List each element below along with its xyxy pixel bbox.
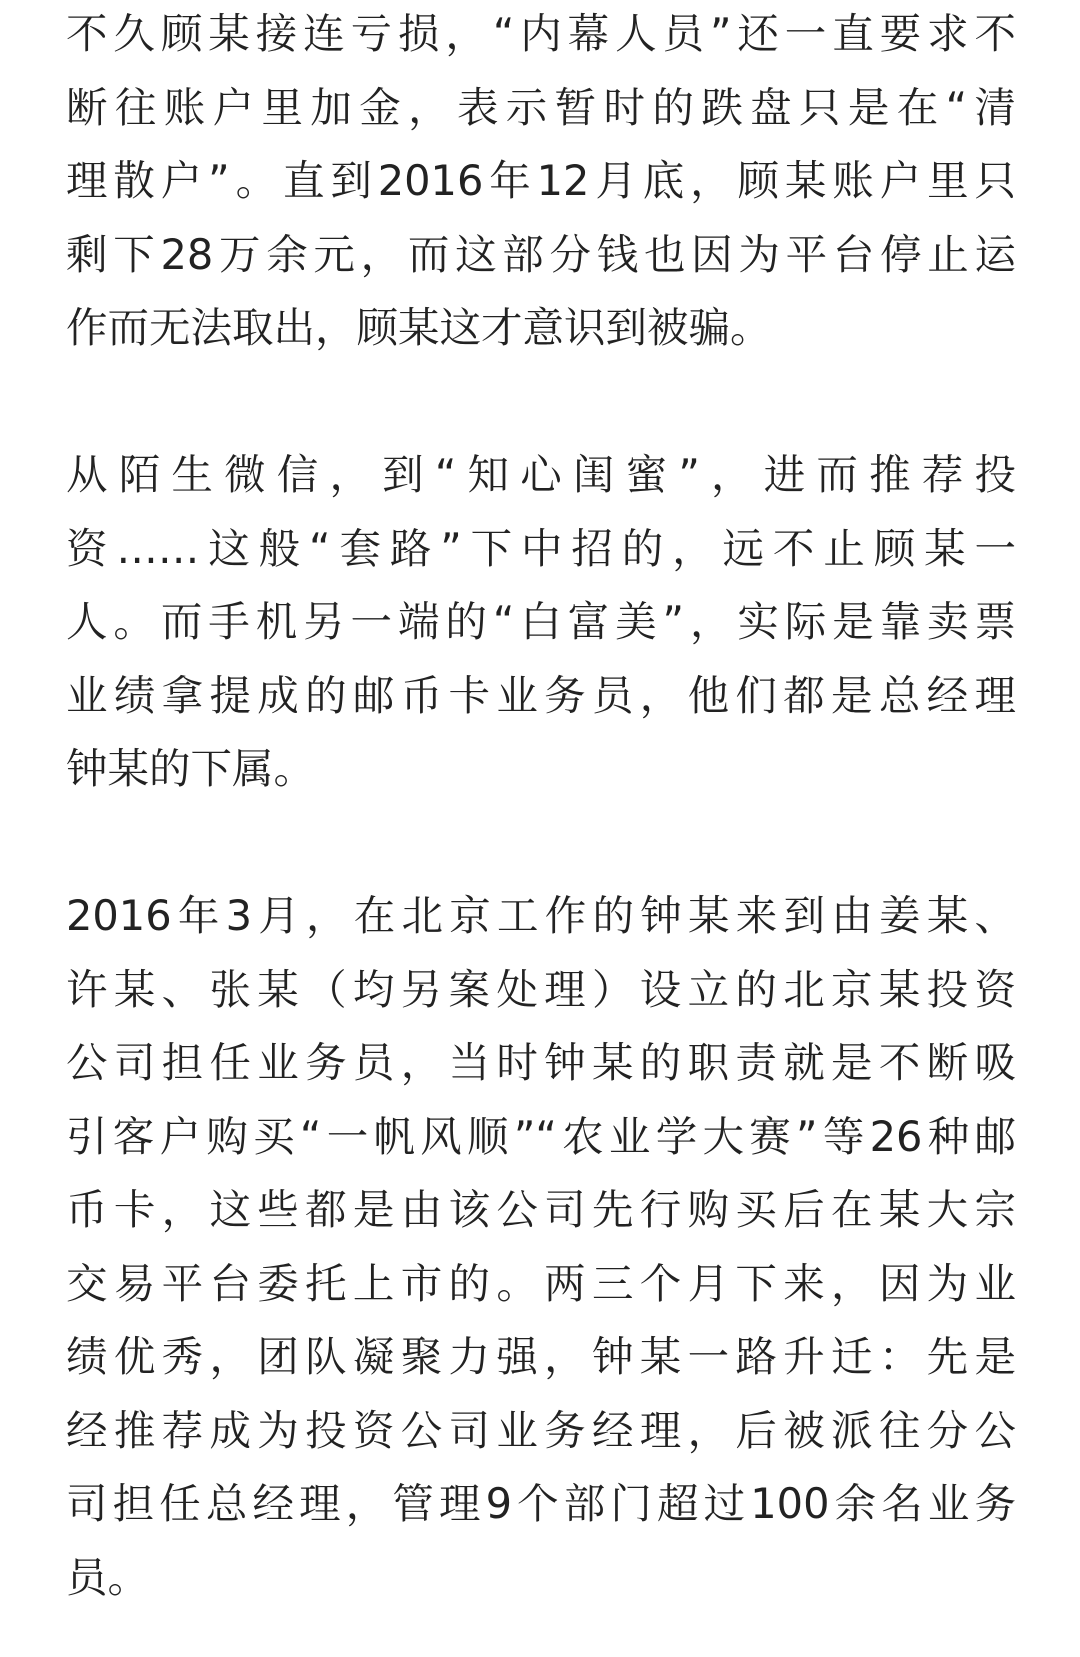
text-line: 资……这般“套路”下中招的，远不止顾某一 [66,523,1016,573]
text-line: 公司担任业务员，当时钟某的职责就是不断吸 [66,1038,1016,1087]
text-line: 司担任总经理，管理9个部门超过100余名业务 [66,1479,1016,1528]
text-line: 理散户”。直到2016年12月底，顾某账户里只 [66,156,1016,205]
paragraph-3 [66,879,1016,1614]
text-line: 钟某的下属。 [66,744,316,793]
paragraph-gap [66,806,1016,880]
text-line: 作而无法取出，顾某这才意识到被骗。 [66,303,772,352]
text-line: 断往账户里加金，表示暂时的跌盘只是在“清 [66,82,1016,132]
text-line: 经推荐成为投资公司业务经理，后被派往分公 [66,1405,1016,1455]
text-line: 剩下28万余元，而这部分钱也因为平台停止运 [66,229,1016,279]
text-line: 员。 [66,1552,150,1602]
text-line: 引客户购买“一帆风顺”“农业学大赛”等26种邮 [66,1111,1016,1161]
paragraph-2 [66,438,1016,806]
text-line: 绩优秀，团队凝聚力强，钟某一路升迁：先是 [66,1332,1016,1381]
text-line: 人。而手机另一端的“白富美”，实际是靠卖票 [66,597,1016,646]
paragraph-gap [66,365,1016,439]
text-line: 从陌生微信，到“知心闺蜜”，进而推荐投 [66,450,1016,499]
text-line: 许某、张某（均另案处理）设立的北京某投资 [66,964,1016,1014]
text-line: 不久顾某接连亏损，“内幕人员”还一直要求不 [66,9,1016,58]
text-line: 币卡，这些都是由该公司先行购买后在某大宗 [66,1185,1016,1234]
text-line: 交易平台委托上市的。两三个月下来，因为业 [66,1258,1016,1308]
text-line: 2016年3月，在北京工作的钟某来到由姜某、 [66,891,1016,940]
article-body [66,0,1016,1614]
paragraph-1 [66,0,1016,365]
text-line: 业绩拿提成的邮币卡业务员，他们都是总经理 [66,670,1016,720]
